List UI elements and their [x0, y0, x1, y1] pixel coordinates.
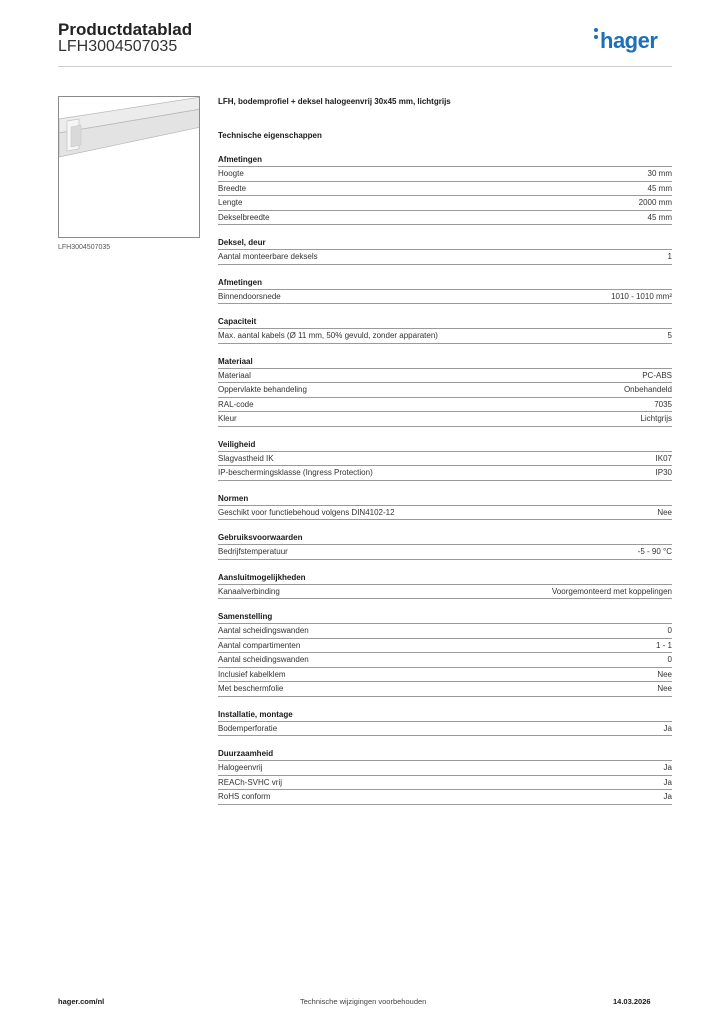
property-section: [218, 356, 672, 427]
property-label: Aantal compartimenten: [218, 640, 301, 650]
product-code: LFH3004507035: [58, 38, 178, 55]
property-row: [218, 290, 672, 305]
property-label: Halogeenvrij: [218, 763, 263, 772]
property-label: Hoogte: [218, 169, 244, 178]
property-section: [218, 277, 672, 305]
property-row: [218, 668, 672, 683]
section-title: Installatie, montage: [218, 709, 672, 722]
property-value: Ja: [663, 792, 672, 801]
image-caption: LFH3004507035: [58, 244, 111, 251]
section-title: Veiligheid: [218, 439, 672, 452]
property-label: Aantal monteerbare deksels: [218, 252, 318, 261]
property-row: [218, 452, 672, 467]
property-row: [218, 639, 672, 654]
property-row: [218, 790, 672, 805]
property-row: [218, 329, 672, 344]
property-label: Max. aantal kabels (Ø 11 mm, 50% gevuld, zonder apparaten): [218, 331, 438, 340]
section-title: Aansluitmogelijkheden: [218, 572, 672, 585]
property-row: [218, 167, 672, 182]
section-title: Afmetingen: [218, 277, 672, 290]
product-image: [58, 96, 200, 238]
property-label: Slagvastheid IK: [218, 453, 274, 463]
section-title: Capaciteit: [218, 316, 672, 329]
property-value: Nee: [657, 684, 672, 693]
property-label: Inclusief kabelklem: [218, 669, 286, 679]
property-row: [218, 383, 672, 398]
header-divider: [58, 66, 672, 67]
property-section: [218, 709, 672, 737]
property-value: Ja: [663, 763, 672, 772]
property-row: [218, 250, 672, 265]
property-label: Geschikt voor functiebehoud volgens DIN4102-12: [218, 507, 395, 517]
property-row: [218, 653, 672, 668]
property-label: Aantal scheidingswanden: [218, 655, 309, 664]
section-title: Duurzaamheid: [218, 748, 672, 761]
property-label: Breedte: [218, 183, 247, 193]
property-label: Bodemperforatie: [218, 723, 278, 733]
property-value: Ja: [663, 723, 672, 733]
property-section: [218, 611, 672, 697]
property-row: [218, 211, 672, 226]
property-row: [218, 466, 672, 481]
property-row: [218, 182, 672, 197]
property-value: 5: [667, 331, 672, 340]
property-value: PC-ABS: [642, 370, 672, 380]
property-value: 45 mm: [647, 183, 672, 193]
property-label: Kanaalverbinding: [218, 586, 280, 596]
property-value: 2000 mm: [638, 198, 672, 207]
property-value: 45 mm: [647, 212, 672, 222]
logo-text: hager: [600, 28, 658, 53]
section-title: Normen: [218, 493, 672, 506]
property-row: [218, 682, 672, 697]
property-value: Nee: [657, 507, 672, 517]
property-value: IK07: [655, 453, 672, 463]
property-row: [218, 412, 672, 427]
logo-dots-icon: [594, 28, 598, 42]
property-label: IP-beschermingsklasse (Ingress Protection): [218, 468, 373, 477]
section-title: Samenstelling: [218, 611, 672, 624]
property-section: [218, 572, 672, 600]
property-value: 1010 - 1010 mm²: [611, 291, 672, 301]
property-row: [218, 722, 672, 737]
property-row: [218, 776, 672, 791]
section-title: Gebruiksvoorwaarden: [218, 532, 672, 545]
property-row: [218, 506, 672, 521]
property-section: [218, 748, 672, 805]
property-row: [218, 545, 672, 560]
property-section: [218, 316, 672, 344]
property-value: -5 - 90 °C: [637, 547, 672, 556]
property-value: 0: [667, 626, 672, 635]
property-row: [218, 369, 672, 384]
technical-properties-title: Technische eigenschappen: [218, 131, 322, 140]
property-section: [218, 154, 672, 225]
property-value: 0: [667, 655, 672, 664]
property-value: Lichtgrijs: [640, 414, 672, 423]
section-title: Materiaal: [218, 356, 672, 369]
property-label: Materiaal: [218, 370, 251, 380]
page-title: Productdatablad: [58, 20, 193, 39]
property-value: Onbehandeld: [623, 385, 672, 394]
product-description: LFH, bodemprofiel + deksel halogeenvrij 30x45 mm, lichtgrijs: [218, 97, 451, 106]
property-value: 7035: [654, 399, 672, 409]
property-row: [218, 761, 672, 776]
property-value: Voorgemonteerd met koppelingen: [551, 586, 672, 596]
hager-logo: [594, 28, 657, 54]
cable-duct-illustration: [59, 97, 200, 238]
property-value: Nee: [657, 669, 672, 679]
property-row: [218, 585, 672, 600]
property-row: [218, 398, 672, 413]
footer-disclaimer: Technische wijzigingen voorbehouden: [300, 997, 427, 1006]
property-row: [218, 624, 672, 639]
property-label: Lengte: [218, 198, 243, 207]
footer-website: hager.com/nl: [58, 997, 105, 1006]
property-label: Bedrijfstemperatuur: [218, 547, 288, 556]
property-label: RAL-code: [218, 399, 254, 409]
section-title: Deksel, deur: [218, 237, 672, 250]
property-label: REACh-SVHC vrij: [218, 777, 283, 787]
property-label: Dekselbreedte: [218, 212, 270, 222]
property-value: 1 - 1: [655, 640, 672, 650]
property-value: Ja: [663, 777, 672, 787]
properties-sections: [218, 154, 672, 805]
property-label: RoHS conform: [218, 792, 271, 801]
property-label: Aantal scheidingswanden: [218, 626, 309, 635]
property-row: [218, 196, 672, 211]
property-value: IP30: [655, 468, 672, 477]
property-section: [218, 439, 672, 481]
property-section: [218, 493, 672, 521]
property-label: Oppervlakte behandeling: [218, 385, 307, 394]
property-section: [218, 532, 672, 560]
property-label: Met beschermfolie: [218, 684, 284, 693]
property-section: [218, 237, 672, 265]
datasheet-content: [218, 96, 672, 805]
property-value: 30 mm: [647, 169, 672, 178]
property-label: Binnendoorsnede: [218, 291, 281, 301]
property-value: 1: [667, 252, 672, 261]
section-title: Afmetingen: [218, 154, 672, 167]
footer-date: 14.03.2026: [613, 997, 651, 1006]
property-label: Kleur: [218, 414, 237, 423]
